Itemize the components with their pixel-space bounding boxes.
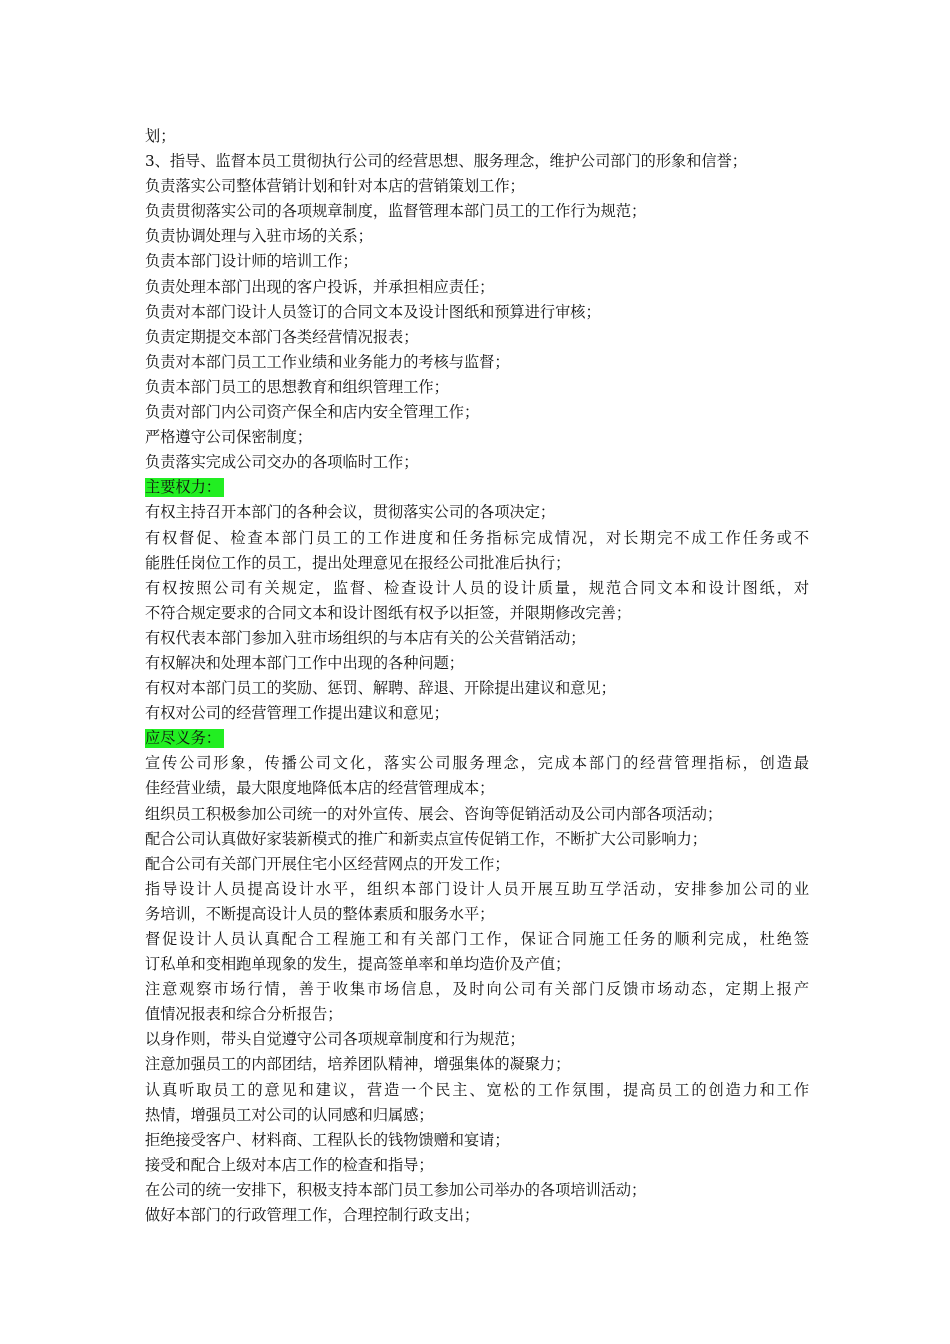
text-line: 注意加强员工的内部团结，培养团队精神，增强集体的凝聚力； [145,1055,571,1074]
section-heading-duties [145,726,809,751]
text-line: 配合公司有关部门开展住宅小区经营网点的开发工作； [145,854,510,873]
text-line: 划； [145,127,176,145]
text-line: 配合公司认真做好家装新模式的推广和新卖点宣传促销工作，不断扩大公司影响力； [145,829,707,848]
text-line: 负责处理本部门出现的客户投诉，并承担相应责任； [145,277,495,296]
text-line: 负责定期提交本部门各类经营情况报表； [145,327,419,346]
text-line: 注意观察市场行情，善于收集市场信息，及时向公司有关部门反馈市场动态，定期上报产 [145,980,809,999]
text-line: 宣传公司形象，传播公司文化，落实公司服务理念，完成本部门的经营管理指标，创造最 [145,754,809,773]
text-line: 订私单和变相跑单现象的发生，提高签单率和单均造价及产值； [145,955,571,974]
text-line: 负责本部门员工的思想教育和组织管理工作； [145,377,449,396]
text-line: 接受和配合上级对本店工作的检查和指导； [145,1155,434,1174]
text-line: 值情况报表和综合分析报告； [145,1005,343,1024]
text-line: 有权解决和处理本部门工作中出现的各种问题； [145,653,464,672]
text-line: 有权按照公司有关规定，监督、检查设计人员的设计质量，规范合同文本和设计图纸，对 [145,578,809,597]
document-body [145,124,809,1228]
text-line: 热情，增强员工对公司的认同感和归属感； [145,1105,434,1124]
text-line: 有权对公司的经营管理工作提出建议和意见； [145,704,449,723]
text-line: 负责落实公司整体营销计划和针对本店的营销策划工作； [145,177,525,196]
text-line: 务培训，不断提高设计人员的整体素质和服务水平； [145,904,495,923]
text-line: 3、指导、监督本员工贯彻执行公司的经营思想、服务理念，维护公司部门的形象和信誉； [145,152,747,171]
text-line: 督促设计人员认真配合工程施工和有关部门工作，保证合同施工任务的顺利完成，杜绝签 [145,930,809,948]
text-line: 指导设计人员提高设计水平，组织本部门设计人员开展互助互学活动，安排参加公司的业 [145,879,809,898]
text-line: 以身作则，带头自觉遵守公司各项规章制度和行为规范； [145,1030,525,1049]
text-line: 有权对本部门员工的奖励、惩罚、解聘、辞退、开除提出建议和意见； [145,679,616,698]
text-line: 佳经营业绩，最大限度地降低本店的经营管理成本； [145,779,495,798]
text-line: 不符合规定要求的合同文本和设计图纸有权予以拒签，并限期修改完善； [145,603,631,622]
text-line: 负责贯彻落实公司的各项规章制度，监督管理本部门员工的工作行为规范； [145,202,647,221]
highlighted-heading-text: 应尽义务： [145,729,224,748]
text-line: 严格遵守公司保密制度； [145,428,313,447]
text-line: 负责落实完成公司交办的各项临时工作； [145,453,419,472]
highlighted-heading-text: 主要权力： [145,478,224,497]
text-line: 负责对本部门员工工作业绩和业务能力的考核与监督； [145,352,510,371]
text-line: 有权主持召开本部门的各种会议，贯彻落实公司的各项决定； [145,503,556,522]
text-line: 在公司的统一安排下，积极支持本部门员工参加公司举办的各项培训活动； [145,1180,647,1199]
text-line: 负责协调处理与入驻市场的关系； [145,227,373,246]
section-heading-powers [145,475,809,500]
text-line: 有权督促、检查本部门员工的工作进度和任务指标完成情况，对长期完不成工作任务或不 [145,528,809,547]
text-line: 组织员工积极参加公司统一的对外宣传、展会、咨询等促销活动及公司内部各项活动； [145,804,723,823]
text-line: 负责本部门设计师的培训工作； [145,252,358,271]
text-line: 负责对本部门设计人员签订的合同文本及设计图纸和预算进行审核； [145,302,601,321]
text-line: 能胜任岗位工作的员工，提出处理意见在报经公司批准后执行； [145,553,571,572]
text-line: 拒绝接受客户、材料商、工程队长的钱物馈赠和宴请； [145,1130,510,1149]
text-line: 认真听取员工的意见和建议，营造一个民主、宽松的工作氛围，提高员工的创造力和工作 [145,1080,809,1099]
text-line: 负责对部门内公司资产保全和店内安全管理工作； [145,403,480,422]
text-line: 做好本部门的行政管理工作，合理控制行政支出； [145,1206,480,1225]
text-line: 有权代表本部门参加入驻市场组织的与本店有关的公关营销活动； [145,628,586,647]
